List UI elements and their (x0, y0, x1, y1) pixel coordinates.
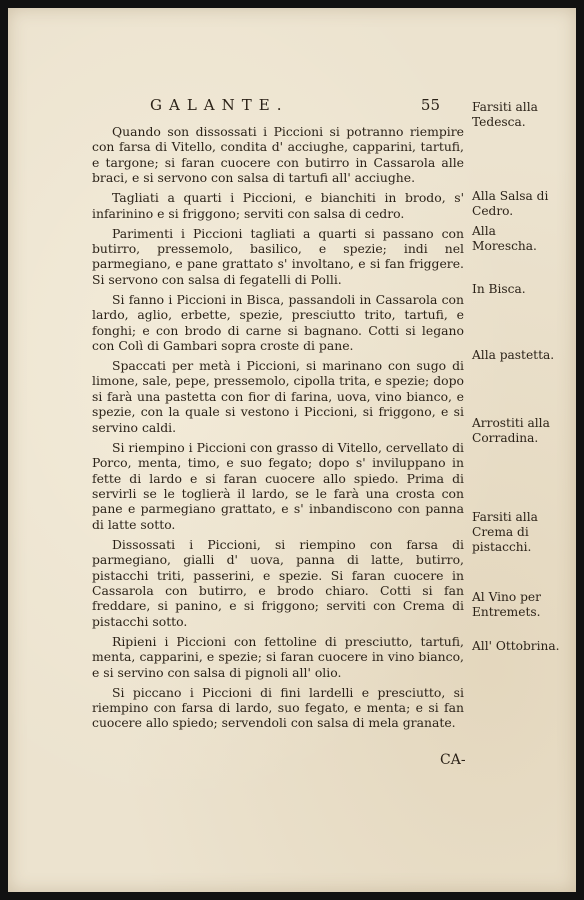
margin-note-moresca: Alla Moreschа. (472, 224, 537, 253)
running-header (146, 96, 446, 116)
paragraph-salsa-cedro: Tagliati a quarti i Piccioni, e bianchiti in brodo, s' infarinino e si friggono; serviti con salsa di cedro. (92, 190, 464, 221)
recipe-text (92, 124, 464, 731)
paragraph-corradina: Si riempino i Piccioni con grasso di Vitello, cervellato di Porco, menta, timo, e suo fegato; dopo s' inviluppano in fette di lardo e si faran cuocere allo spiedo. Prima di servirli se le toglierà il lardo, se le farà una crosta con pane e parmegiano grattato, e s' inbandiscono con panna di latte sotto. (92, 439, 464, 532)
paragraph-bisca: Si fanno i Piccioni in Bisca, passandoli in Cassarola con lardo, aglio, erbette, spezie, presciutto trito, tartufi, e fonghi; e con brodo di carne si bagnano. Cotti si legano con Colì di Gambari sopra croste di pane. (92, 291, 464, 354)
running-title: GALANTE. (150, 96, 289, 114)
margin-note-tedesca: Farsiti alla Tedesca. (472, 100, 538, 129)
margin-note-ottobrina: All' Ottobrina. (472, 639, 560, 653)
margin-note-crema-pistacchi: Farsiti alla Crema di pistacchi. (472, 510, 538, 554)
margin-note-bisca: In Bisca. (472, 282, 526, 296)
paragraph-crema-pistacchi: Dissossati i Piccioni, si riempino con farsa di parmegiano, gialli d' uova, panna di latte, butirro, pistacchi triti, passerini, e spezie. Si faran cuocere in Cassarola con butirro, e brodo chiaro. Cotti si fan freddare, si panino, e si friggono; serviti con Crema di pistacchi sotto. (92, 536, 464, 629)
paragraph-tedesca: Quando son dissossati i Piccioni si potranno riempire con farsa di Vitello, condita d' acciughe, capparini, tartufi, e targone; si faran cuocere con butirro in Cassarola alle braci, e si servono con salsa di tartufi all' acciughe. (92, 124, 464, 186)
margin-note-pastetta: Alla pastetta. (472, 348, 555, 362)
page-number: 55 (420, 96, 440, 114)
margin-note-corradina: Arrostiti alla Corradina. (472, 416, 550, 445)
book-page (8, 8, 576, 892)
margin-note-vino-entremets: Al Vino per Entremets. (472, 590, 541, 619)
paragraph-vino-entremets: Ripieni i Piccioni con fettoline di presciutto, tartufi, menta, capparini, e spezie; si faran cuocere in vino bianco, e si servino con salsa di pignoli all' olio. (92, 633, 464, 680)
paragraph-pastetta: Spaccati per metà i Piccioni, si marinano con sugo di limone, sale, pepe, pressemolo, cipolla trita, e spezie; dopo si farà una pastetta con fior di farina, uova, vino bianco, e spezie, con la quale si vestono i Piccioni, si friggono, e si servino caldi. (92, 358, 464, 435)
paragraph-moresca: Parimenti i Piccioni tagliati a quarti si passano con butirro, pressemolo, basilico, e spezie; indi nel parmegiano, e pane grattato s' involtano, e si fan friggere. Si servono con salsa di fegatelli di Polli. (92, 225, 464, 287)
catchword: CA- (440, 752, 466, 768)
paragraph-ottobrina: Si piccano i Piccioni di fini lardelli e presciutto, si riempino con farsa di lardo, suo fegato, e menta; e si fan cuocere allo spiedo; servendoli con salsa di mela granate. (92, 684, 464, 731)
margin-note-salsa-cedro: Alla Salsa di Cedro. (472, 189, 549, 218)
